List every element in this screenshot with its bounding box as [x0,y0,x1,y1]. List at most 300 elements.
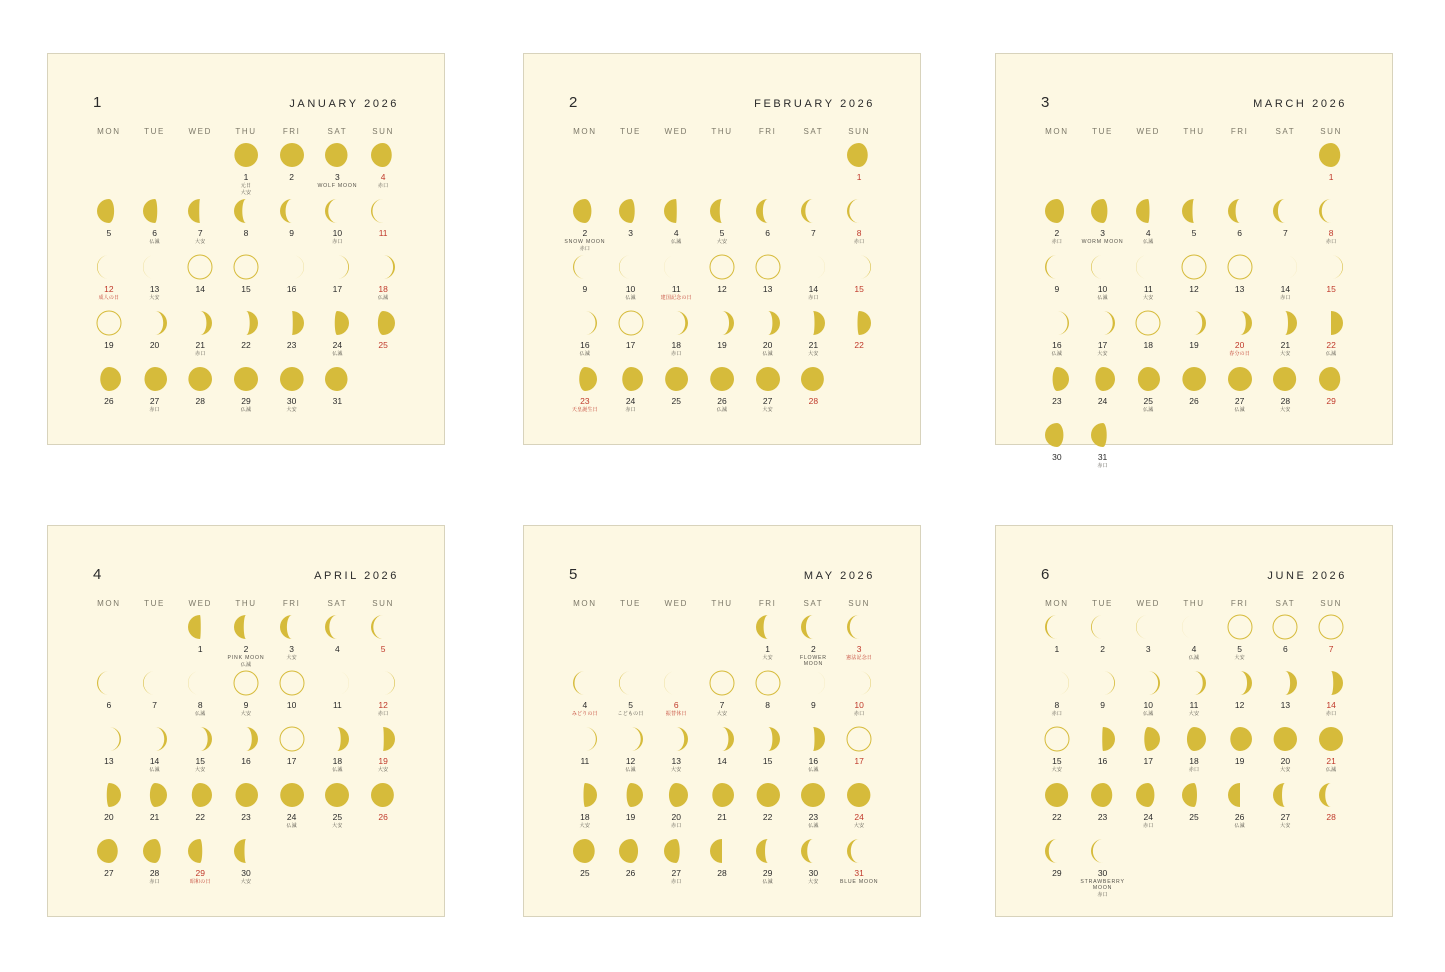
day-cell[interactable] [360,614,406,670]
day-cell[interactable] [745,254,791,310]
day-cell[interactable] [1171,254,1217,310]
day-cell[interactable] [269,366,315,422]
day-note: 大安 [240,711,252,718]
day-note: 赤口 [149,879,160,886]
calendar-week-row [86,142,406,198]
calendar-grid [86,126,406,422]
day-cell[interactable] [699,254,745,310]
calendar-grid [86,598,406,894]
weekday-header-thu: THU [1183,127,1205,136]
day-cell[interactable] [223,614,269,670]
day-cell[interactable] [177,782,223,838]
day-cell[interactable] [360,782,406,838]
day-cell[interactable] [836,726,882,782]
moon-phase-icon [279,310,305,336]
day-cell[interactable] [1034,782,1080,838]
day-cell[interactable] [1171,366,1217,422]
calendar-week-row [562,726,882,782]
day-cell[interactable] [360,726,406,782]
day-cell[interactable] [269,670,315,726]
day-cell[interactable] [86,838,132,894]
day-number: 6 [1237,228,1243,238]
day-cell[interactable] [791,198,837,254]
day-cell[interactable] [653,726,699,782]
day-cell[interactable] [223,142,269,198]
day-note: 大安 [332,823,343,830]
day-note: 赤口 [1097,892,1108,899]
moon-phase-icon [1227,310,1253,336]
day-cell[interactable] [791,614,837,670]
day-cell[interactable] [360,198,406,254]
day-cell[interactable] [1308,726,1354,782]
day-cell[interactable] [653,838,699,894]
day-note: 仏滅 [240,407,252,414]
day-cell[interactable] [315,782,361,838]
day-cell[interactable] [1217,782,1263,838]
day-cell[interactable] [1263,782,1309,838]
moon-phase-icon [618,198,644,224]
day-cell[interactable] [315,310,361,366]
weekday-header-mon: MON [1045,599,1069,608]
day-cell[interactable] [745,198,791,254]
moon-phase-icon [709,198,735,224]
day-number: 18 [671,340,681,350]
day-cell[interactable] [223,670,269,726]
moon-phase-icon [370,254,396,280]
day-cell[interactable] [1217,614,1263,670]
day-cell[interactable] [1263,670,1309,726]
day-cell[interactable] [177,310,223,366]
moon-phase-icon [142,838,168,864]
day-cell[interactable] [1080,838,1126,898]
calendar-week-row [86,782,406,838]
weekday-header-thu: THU [235,127,257,136]
day-cell[interactable] [223,726,269,782]
day-note: 仏滅 [286,823,297,830]
day-cell[interactable] [1034,614,1080,670]
day-cell[interactable] [269,254,315,310]
day-cell[interactable] [315,142,361,198]
day-cell[interactable] [608,838,654,894]
moon-phase-icon [618,670,644,696]
day-number: 28 [717,868,727,878]
day-cell[interactable] [132,254,178,310]
weekday-header-mon: MON [573,599,597,608]
day-cell[interactable] [1080,254,1126,310]
moon-phase-icon [233,726,259,752]
calendar-week-row [562,310,882,366]
day-cell[interactable] [608,366,654,422]
day-number: 8 [197,700,203,710]
day-cell[interactable] [269,310,315,366]
day-cell[interactable] [1263,254,1309,310]
day-cell[interactable] [223,310,269,366]
day-cell[interactable] [836,838,882,894]
moon-phase-icon [800,670,826,696]
day-cell[interactable] [1308,254,1354,310]
day-cell[interactable] [315,198,361,254]
moon-phase-icon [187,254,213,280]
day-cell[interactable] [315,670,361,726]
day-cell[interactable] [699,670,745,726]
day-cell[interactable] [608,198,654,254]
day-cell[interactable] [132,366,178,422]
day-cell[interactable] [836,614,882,670]
day-cell[interactable] [608,310,654,366]
day-cell[interactable] [1125,670,1171,726]
day-cell[interactable] [223,782,269,838]
day-cell[interactable] [360,142,406,198]
empty-cell [653,614,699,670]
day-number: 5 [628,700,633,710]
day-cell[interactable] [562,198,608,254]
day-cell[interactable] [177,366,223,422]
day-number: 4 [582,700,588,710]
day-cell[interactable] [132,726,178,782]
day-cell[interactable] [745,726,791,782]
day-cell[interactable] [699,726,745,782]
calendar-week-row [562,254,882,310]
weekday-header-thu: THU [235,599,257,608]
day-cell[interactable] [562,782,608,838]
day-note: 大安 [1280,407,1291,414]
day-cell[interactable] [1171,782,1217,838]
day-number: 10 [854,700,864,710]
day-cell[interactable] [1125,366,1171,422]
day-cell[interactable] [1034,422,1080,478]
day-cell[interactable] [269,782,315,838]
day-cell[interactable] [315,614,361,670]
day-cell[interactable] [1034,254,1080,310]
day-cell[interactable] [315,366,361,422]
day-cell[interactable] [269,142,315,198]
day-note: 仏滅 [240,662,252,669]
day-cell[interactable] [1217,254,1263,310]
weekday-header-wed: WED [1136,127,1160,136]
calendar-week-row [1034,198,1354,254]
day-cell[interactable] [836,142,882,198]
day-cell[interactable] [132,782,178,838]
day-cell[interactable] [86,310,132,366]
calendar-week-row [562,614,882,670]
day-cell[interactable] [1308,782,1354,838]
moon-phase-icon [1272,254,1298,280]
moon-phase-icon [96,198,122,224]
day-number: 11 [332,700,342,710]
day-number: 26 [1234,812,1245,822]
day-cell[interactable] [223,198,269,254]
day-cell[interactable] [269,198,315,254]
day-note: 大安 [149,295,160,302]
weekday-header-mon: MON [97,599,121,608]
day-note: 赤口 [1280,295,1291,302]
moon-phase-icon [233,254,259,280]
day-cell[interactable] [1125,254,1171,310]
day-number: 24 [286,812,297,822]
day-note: 赤口 [1051,711,1063,718]
day-cell[interactable] [1034,198,1080,254]
day-note: 天皇誕生日 [571,407,598,414]
empty-cell [745,142,791,198]
moon-phase-icon [709,782,735,808]
day-cell[interactable] [1217,366,1263,422]
day-note: 大安 [240,879,252,886]
moon-phase-icon [1318,198,1344,224]
day-cell[interactable] [1308,614,1354,670]
empty-cell [1171,142,1217,198]
day-note: 赤口 [579,246,591,253]
day-cell[interactable] [1125,614,1171,670]
day-cell[interactable] [653,670,699,726]
day-cell[interactable] [1034,838,1080,898]
day-cell[interactable] [1125,198,1171,254]
day-cell[interactable] [836,310,882,366]
day-note: 赤口 [1325,239,1337,246]
day-number: 9 [582,284,588,294]
moon-phase-icon [709,726,735,752]
day-cell[interactable] [791,782,837,838]
day-cell[interactable] [132,198,178,254]
weekday-header-fri: FRI [1230,127,1249,136]
day-cell[interactable] [1125,782,1171,838]
day-note: 大安 [195,239,206,246]
day-cell[interactable] [223,366,269,422]
day-cell[interactable] [791,310,837,366]
day-cell[interactable] [1171,614,1217,670]
day-number: 26 [104,396,114,406]
day-number: 30 [241,868,251,878]
moon-phase-icon [1090,366,1116,392]
day-note: 大安 [762,655,773,662]
day-cell[interactable] [86,254,132,310]
moon-phase-icon [618,254,644,280]
day-cell[interactable] [745,782,791,838]
day-cell[interactable] [699,366,745,422]
day-cell[interactable] [653,310,699,366]
calendar-week-row [86,198,406,254]
day-cell[interactable] [1080,614,1126,670]
day-cell[interactable] [745,838,791,894]
day-number: 4 [1145,228,1151,238]
weekday-header-wed: WED [188,127,212,136]
day-number: 14 [149,756,160,766]
day-cell[interactable] [791,726,837,782]
day-number: 14 [808,284,819,294]
day-cell[interactable] [791,254,837,310]
day-cell[interactable] [223,254,269,310]
empty-cell [1171,422,1217,478]
day-number: 11 [378,228,388,238]
day-cell[interactable] [653,254,699,310]
day-cell[interactable] [1080,310,1126,366]
day-cell[interactable] [1034,670,1080,726]
day-cell[interactable] [177,614,223,670]
day-cell[interactable] [1308,142,1354,198]
day-cell[interactable] [1308,198,1354,254]
day-cell[interactable] [1080,422,1126,478]
day-number: 18 [1189,756,1199,766]
day-cell[interactable] [836,670,882,726]
day-cell[interactable] [699,198,745,254]
day-cell[interactable] [1263,198,1309,254]
day-cell[interactable] [177,726,223,782]
day-cell[interactable] [315,726,361,782]
moon-phase-icon [233,614,259,640]
day-cell[interactable] [1080,782,1126,838]
day-cell[interactable] [653,198,699,254]
calendar-week-row [1034,142,1354,198]
moon-phase-icon [755,726,781,752]
moon-phase-icon [663,254,689,280]
day-cell[interactable] [269,614,315,670]
moon-phase-icon [800,614,826,640]
day-cell[interactable] [1217,726,1263,782]
weekday-header-sat: SAT [803,599,824,608]
day-cell[interactable] [653,782,699,838]
day-cell[interactable] [1125,726,1171,782]
day-number: 16 [286,284,297,294]
day-cell[interactable] [132,310,178,366]
day-number: 19 [378,756,388,766]
day-cell[interactable] [1308,366,1354,422]
day-cell[interactable] [177,670,223,726]
day-cell[interactable] [86,198,132,254]
day-note: こどもの日 [617,711,644,718]
day-note: 赤口 [853,711,865,718]
moon-phase-icon [1318,366,1344,392]
day-cell[interactable] [1080,198,1126,254]
day-note: 大安 [853,823,865,830]
day-note: 大安 [286,407,297,414]
day-cell[interactable] [1263,310,1309,366]
day-number: 28 [808,396,819,406]
day-cell[interactable] [177,838,223,894]
day-note: 赤口 [808,295,819,302]
day-cell[interactable] [86,366,132,422]
day-number: 30 [1052,452,1062,462]
moon-phase-icon [1227,366,1253,392]
day-cell[interactable] [608,782,654,838]
day-cell[interactable] [1080,670,1126,726]
day-cell[interactable] [1034,726,1080,782]
day-cell[interactable] [791,838,837,894]
day-cell[interactable] [1171,310,1217,366]
day-cell[interactable] [745,670,791,726]
day-number: 6 [1283,644,1288,654]
day-cell[interactable] [1125,310,1171,366]
day-cell[interactable] [177,254,223,310]
day-cell[interactable] [1308,310,1354,366]
weekday-header-wed: WED [664,599,688,608]
day-cell[interactable] [269,726,315,782]
day-cell[interactable] [1080,726,1126,782]
day-cell[interactable] [1080,366,1126,422]
moon-phase-icon [846,198,872,224]
day-number: 14 [195,284,205,294]
day-cell[interactable] [1171,670,1217,726]
day-note: 仏滅 [149,239,160,246]
day-cell[interactable] [562,366,608,422]
day-number: 11 [580,756,590,766]
day-number: 26 [625,868,636,878]
moon-phase-icon [279,670,305,696]
day-cell[interactable] [1217,198,1263,254]
day-number: 15 [1326,284,1336,294]
day-cell[interactable] [608,726,654,782]
day-cell[interactable] [1171,198,1217,254]
moon-phase-icon [800,254,826,280]
day-cell[interactable] [836,254,882,310]
day-number: 8 [856,228,862,238]
moon-phase-icon [709,838,735,864]
day-cell[interactable] [653,366,699,422]
day-cell[interactable] [1034,366,1080,422]
moon-phase-icon [572,310,598,336]
day-cell[interactable] [1263,614,1309,670]
weekday-header-tue: TUE [1092,599,1113,608]
day-cell[interactable] [360,310,406,366]
day-cell[interactable] [745,310,791,366]
day-cell[interactable] [360,670,406,726]
day-cell[interactable] [86,782,132,838]
day-cell[interactable] [562,254,608,310]
day-cell[interactable] [1308,670,1354,726]
day-cell[interactable] [562,838,608,894]
day-note: 大安 [762,407,773,414]
day-cell[interactable] [86,726,132,782]
weekday-header-thu: THU [1183,599,1205,608]
day-cell[interactable] [608,254,654,310]
day-cell[interactable] [745,614,791,670]
day-cell[interactable] [1217,310,1263,366]
day-cell[interactable] [132,838,178,894]
day-cell[interactable] [608,670,654,726]
day-note: 大安 [808,879,819,886]
day-cell[interactable] [791,366,837,422]
day-cell[interactable] [745,366,791,422]
day-cell[interactable] [699,838,745,894]
day-cell[interactable] [699,782,745,838]
day-cell[interactable] [1263,366,1309,422]
weekday-header-wed: WED [188,599,212,608]
day-number: 23 [580,396,590,406]
weekday-header-sat: SAT [327,127,348,136]
day-cell[interactable] [360,254,406,310]
calendar-grid [562,598,882,894]
day-cell[interactable] [1217,670,1263,726]
day-cell[interactable] [836,782,882,838]
moon-phase-icon [142,254,168,280]
day-cell[interactable] [791,670,837,726]
day-cell[interactable] [836,198,882,254]
day-cell[interactable] [699,310,745,366]
day-cell[interactable] [562,310,608,366]
day-cell[interactable] [562,726,608,782]
day-cell[interactable] [132,670,178,726]
moon-phase-icon [755,838,781,864]
day-cell[interactable] [562,670,608,726]
day-note: 仏滅 [1325,767,1337,774]
day-cell[interactable] [223,838,269,894]
day-cell[interactable] [1034,310,1080,366]
day-cell[interactable] [1171,726,1217,782]
day-cell[interactable] [315,254,361,310]
day-number: 4 [673,228,679,238]
day-cell[interactable] [177,198,223,254]
day-cell[interactable] [86,670,132,726]
day-cell[interactable] [1263,726,1309,782]
day-number: 8 [765,700,771,710]
